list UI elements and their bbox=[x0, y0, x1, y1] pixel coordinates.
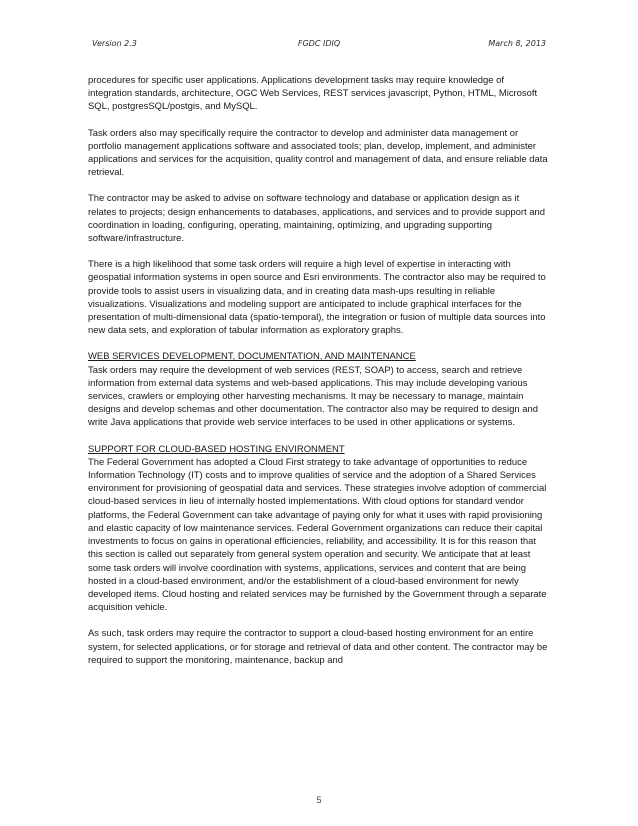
paragraph-cloud-first: The Federal Government has adopted a Cloud First strategy to take advantage of opportunities to reduce Information Technology (IT) costs and to improve qualities of service and the adoption of a Shared Services environment for provisioning of geospatial data and services. These strategies involve adoption of commercial cloud-based services in lieu of internally hosted implementations. With cloud options for standard vendor platforms, the Federal Government can take advantage of paying only for what it uses with rapid provisioning and elastic capacity of low maintenance services. Federal Government organizations can reduce their capital investments to focus on gains in operational efficiencies, reliability, and accessibility. It is for this reason that this section is called out separately from general system operation and security. We anticipate that at least some task orders will involve coordination with systems, applications, services and content that are being hosted in a cloud-based environment, and/or the establishment of a cloud-based environment for newly developed items. Cloud hosting and related services may be furnished by the Government through a separate acquisition vehicle. bbox=[88, 456, 547, 614]
paragraph-data-management: Task orders also may specifically require the contractor to develop and administer data management or portfolio management applications software and associated tools; plan, develop, implement, and administer applications and services for the acquisition, quality control and management of data, and ensure reliable data retrieval. bbox=[88, 127, 548, 179]
section-heading-cloud-hosting: SUPPORT FOR CLOUD-BASED HOSTING ENVIRONMENT bbox=[88, 443, 345, 455]
document-body bbox=[88, 74, 550, 667]
header-version: Version 2.3 bbox=[92, 39, 137, 48]
header-title: FGDC IDIQ bbox=[297, 39, 341, 48]
section-heading-web-services: WEB SERVICES DEVELOPMENT, DOCUMENTATION, AND MAINTENANCE bbox=[88, 351, 416, 363]
page-number: 5 bbox=[316, 795, 322, 805]
paragraph-applications: procedures for specific user applications. Applications development tasks may require knowledge of integration standards, architecture, OGC Web Services, REST services javascript, Python, HTML, Microsoft SQL, postgresSQL/postgis, and MySQL. bbox=[88, 75, 538, 113]
paragraph-web-services: Task orders may require the development of web services (REST, SOAP) to access, search and retrieve information from external data systems and web-based applications. This may include developing various services, crawlers or employing other harvesting mechanisms. It may be necessary to manage, maintain designs and develop schemas and other documentation. The contractor also may be required to design and write Java applications that provide web service interfaces to be used in other applications or systems. bbox=[88, 364, 538, 429]
paragraph-geospatial-visualization: There is a high likelihood that some task orders will require a high level of expertise in interacting with geospatial information systems in open source and Esri environments. The contractor also may be required to provide tools to assist users in visualizing data, and in creating data mash-ups resulting in reliable visualizations. Visualizations and modeling support are anticipated to include graphical interfaces for the presentation of multi-dimensional data (spatio-temporal), the integration or fusion of multiple data sources into new data sets, and exploration of tabular information as exploratory graphs. bbox=[88, 259, 546, 337]
paragraph-cloud-support: As such, task orders may require the contractor to support a cloud-based hosting environment for an entire system, for selected applications, or for storage and retrieval of data and other content. The contractor may be required to support the monitoring, maintenance, backup and bbox=[88, 628, 548, 666]
header-date: March 8, 2013 bbox=[488, 39, 546, 48]
page-header bbox=[92, 39, 546, 53]
paragraph-software-advice: The contractor may be asked to advise on software technology and database or application design as it relates to projects; design enhancements to databases, applications, and services and to provide support and coordination in loading, configuring, operating, maintaining, optimizing, and upgrading supporting software/infrastructure. bbox=[88, 193, 545, 245]
